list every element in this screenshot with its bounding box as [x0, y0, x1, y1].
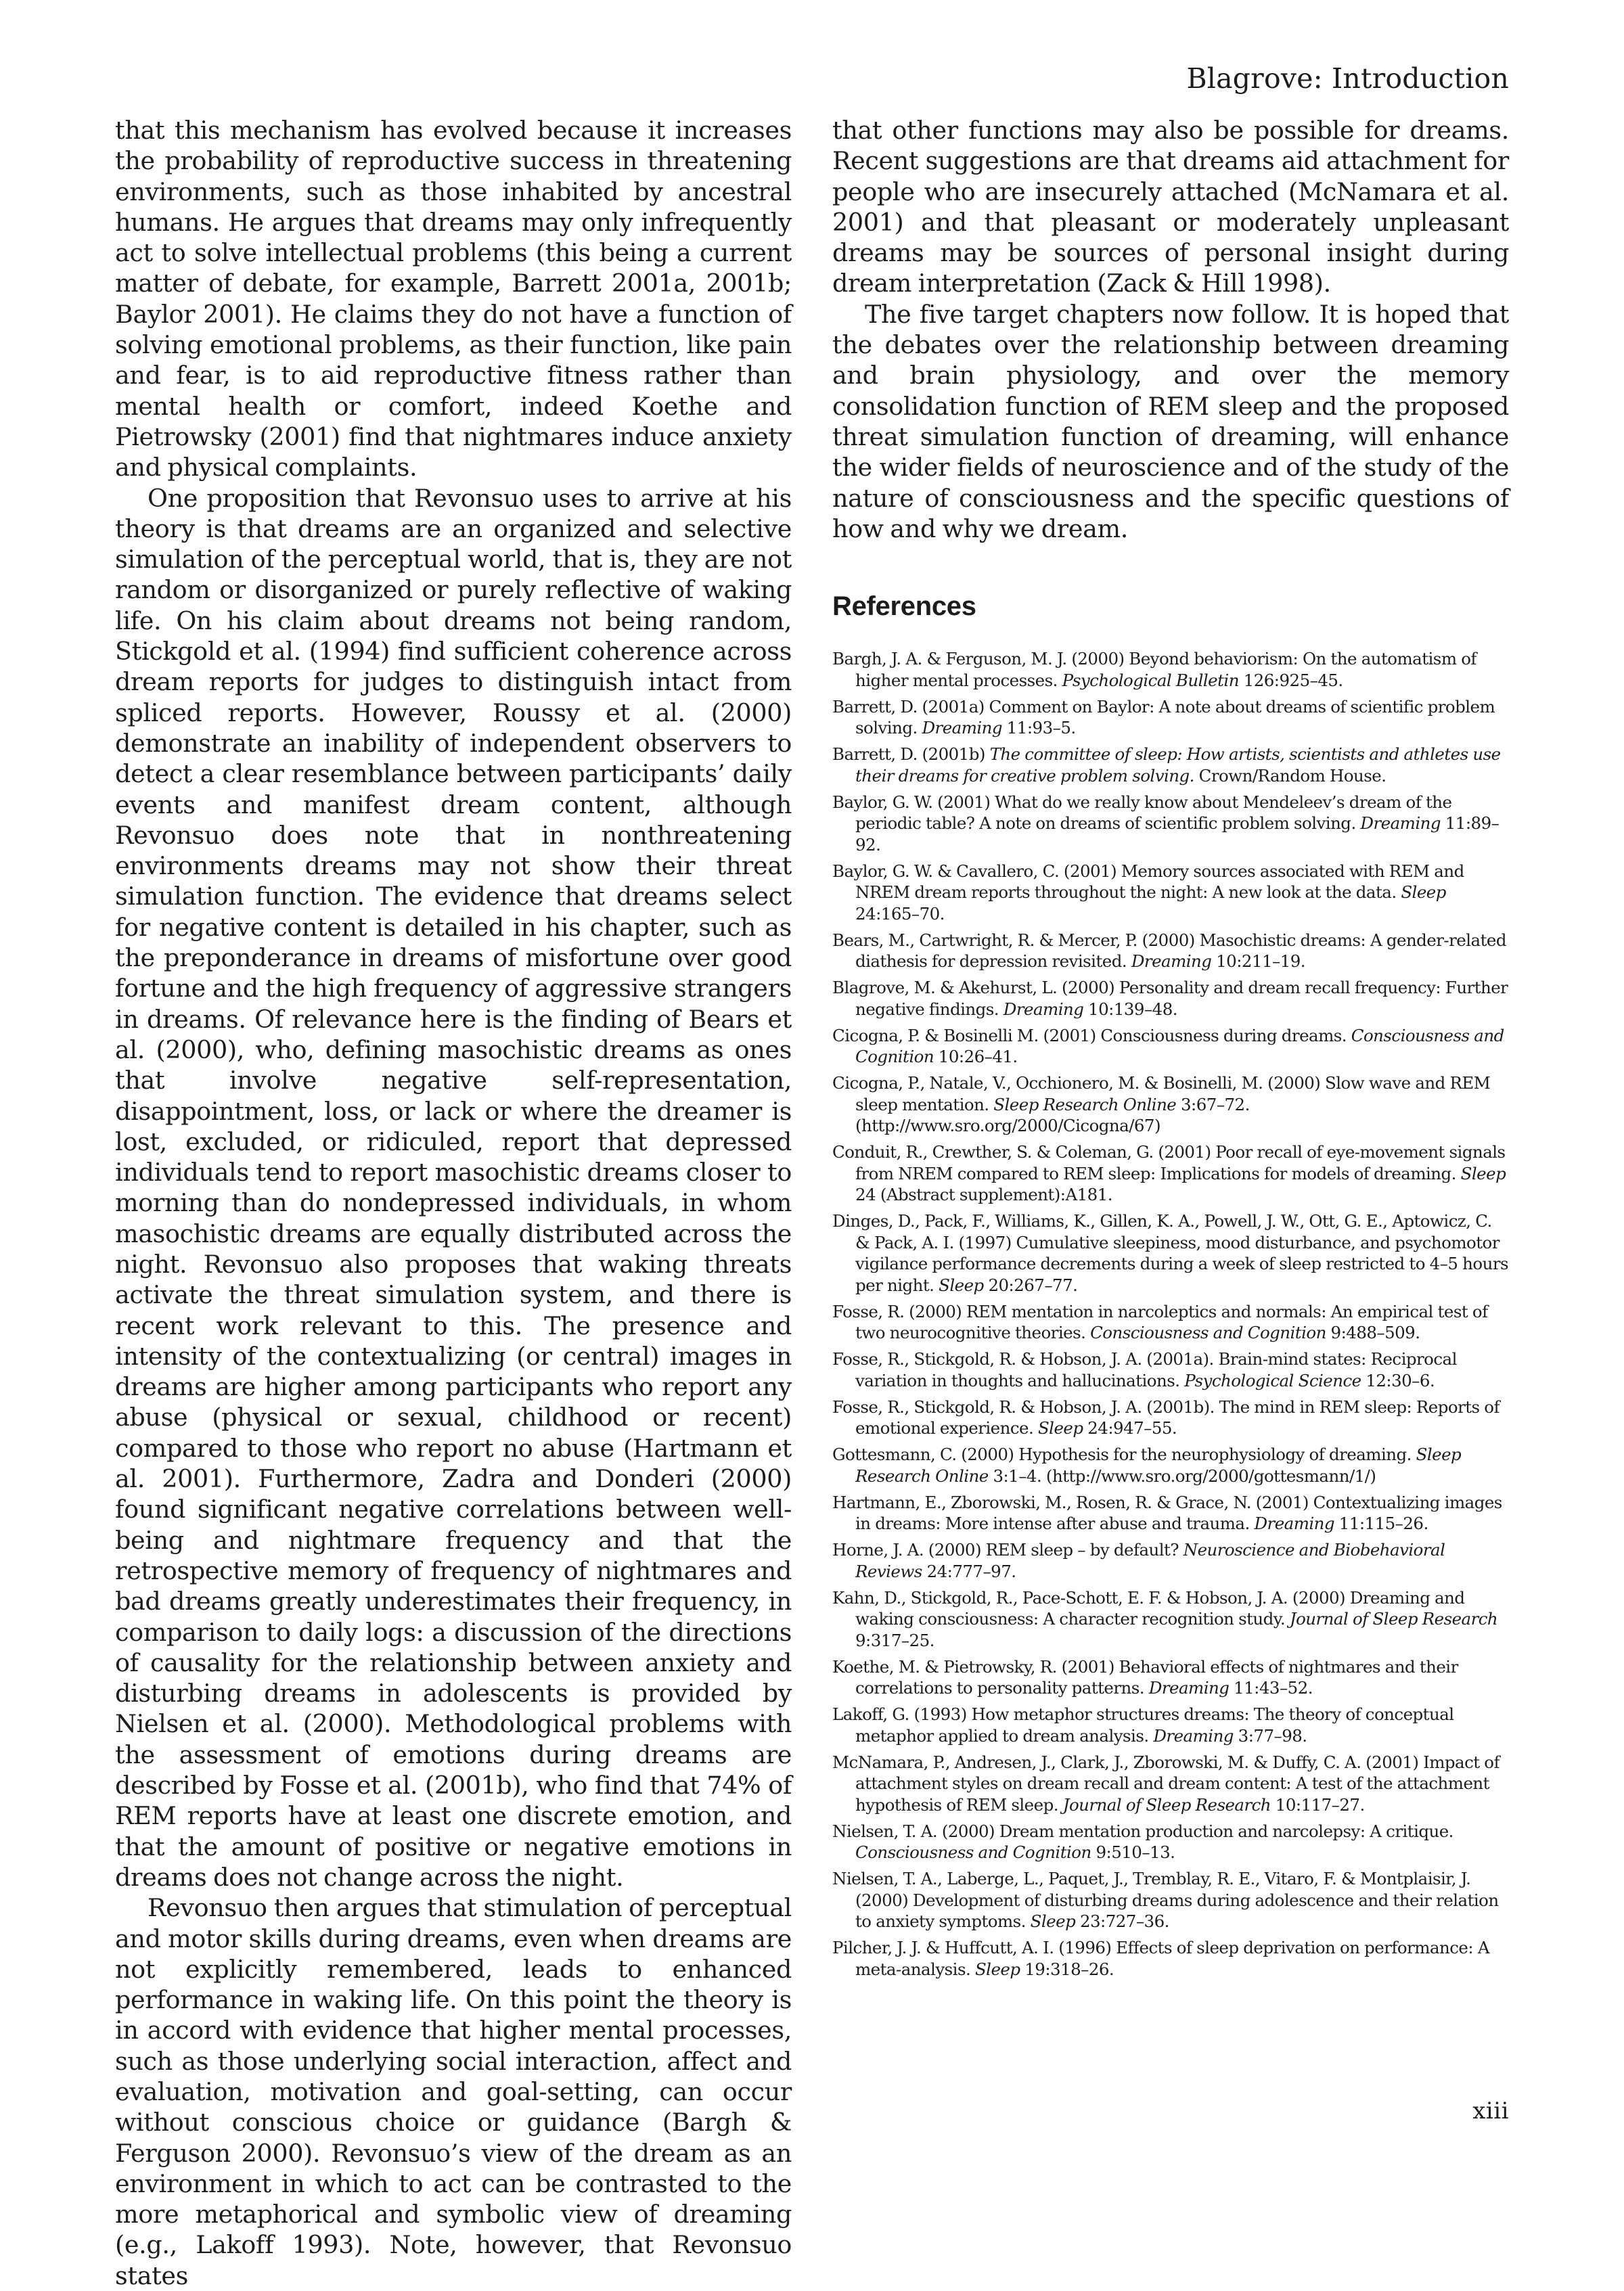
reference-text: Pilcher, J. J. & Huffcutt, A. I. (1996) Effects of sleep deprivation on performance: A meta-analysis.	[832, 1938, 1489, 1979]
reference-entry	[832, 1587, 1509, 1652]
reference-entry	[832, 861, 1509, 925]
reference-entry	[832, 1937, 1509, 1980]
reference-entry	[832, 1025, 1509, 1068]
reference-citation: 3:1–4. (http://www.sro.org/2000/gottesmann/1/)	[988, 1466, 1376, 1486]
reference-text: Nielsen, T. A. (2000) Dream mentation production and narcolepsy: A critique.	[832, 1821, 1453, 1841]
reference-text: Baylor, G. W. & Cavallero, C. (2001) Memory sources associated with REM and NREM dream reports throughout the night: A new look at the data.	[832, 861, 1464, 903]
reference-source: Dreaming	[1131, 951, 1212, 972]
reference-source: Dreaming	[1148, 1678, 1230, 1698]
reference-source: Dreaming	[1003, 999, 1084, 1019]
reference-citation: Crown/Random House.	[1194, 765, 1386, 786]
reference-source: Journal of Sleep Research	[1062, 1794, 1271, 1815]
reference-citation: 23:727–36.	[1075, 1911, 1169, 1932]
reference-entry	[832, 1210, 1509, 1296]
reference-text: Kahn, D., Stickgold, R., Pace-Schott, E. F. & Hobson, J. A. (2000) Dreaming and waking consciousness: A character recognition study.	[832, 1587, 1465, 1629]
reference-citation: 24:947–55.	[1083, 1418, 1177, 1438]
reference-citation: 10:26–41.	[934, 1047, 1018, 1067]
reference-source: Journal of Sleep Research	[1289, 1609, 1498, 1629]
reference-source: Sleep	[1037, 1418, 1083, 1438]
reference-citation: 11:43–52.	[1229, 1678, 1313, 1698]
reference-text: Fosse, R., Stickgold, R. & Hobson, J. A. (2001a). Brain-mind states: Reciprocal variation in thoughts and hallucinations.	[832, 1349, 1457, 1390]
body-paragraph: One proposition that Revonsuo uses to arrive at his theory is that dreams are an organized and selective simulation of the perceptual world, that is, they are not random or disorganized or purely reflective of waking life. On his claim about dreams not being random, Stickgold et al. (1994) find sufficient coherence across dream reports for judges to distinguish intact from spliced reports. However, Roussy et al. (2000) demonstrate an inability of independent observers to detect a clear resemblance between participants’ daily events and manifest dream content, although Revonsuo does note that in nonthreatening environments dreams may not show their threat simulation function. The evidence that dreams select for negative content is detailed in his chapter, such as the preponderance in dreams of misfortune over good fortune and the high frequency of aggressive strangers in dreams. Of relevance here is the finding of Bears et al. (2000), who, defining masochistic dreams as ones that involve negative self-representation, disappointment, loss, or lack or where the dreamer is lost, excluded, or ridiculed, report that depressed individuals tend to report masochistic dreams closer to morning than do nondepressed individuals, in whom masochistic dreams are equally distributed across the night. Revonsuo also proposes that waking threats activate the threat simulation system, and there is recent work relevant to this. The presence and intensity of the contextualizing (or central) images in dreams are higher among participants who report any abuse (physical or sexual, childhood or recent) compared to those who report no abuse (Hartmann et al. 2001). Furthermore, Zadra and Donderi (2000) found significant negative correlations between well-being and nightmare frequency and that the retrospective memory of frequency of nightmares and bad dreams greatly underestimates their frequency, in comparison to daily logs: a discussion of the directions of causality for the relationship between anxiety and disturbing dreams in adolescents is provided by Nielsen et al. (2000). Methodological problems with the assessment of emotions during dreams are described by Fosse et al. (2001b), who find that 74% of REM reports have at least one discrete emotion, and that the amount of positive or negative emotions in dreams does not change across the night.	[115, 483, 792, 1892]
reference-entry	[832, 1492, 1509, 1535]
reference-source: Sleep	[939, 1275, 984, 1295]
body-paragraph: The five target chapters now follow. It is hoped that the debates over the relationship between dreaming and brain physiology, and over the memory consolidation function of REM sleep and the proposed threat simulation function of dreaming, will enhance the wider fields of neuroscience and of the study of the nature of consciousness and the specific questions of how and why we dream.	[832, 299, 1509, 543]
reference-entry	[832, 1539, 1509, 1582]
reference-text: Baylor, G. W. (2001) What do we really know about Mendeleev’s dream of the periodic table? A note on dreams of scientific problem solving.	[832, 792, 1452, 834]
reference-text: Koethe, M. & Pietrowsky, R. (2001) Behavioral effects of nightmares and their correlations to personality patterns.	[832, 1656, 1458, 1698]
reference-citation: 24:165–70.	[855, 903, 945, 924]
body-paragraph: that this mechanism has evolved because it increases the probability of reproductive success in threatening environments, such as those inhabited by ancestral humans. He argues that dreams may only infrequently act to solve intellectual problems (this being a current matter of debate, for example, Barrett 2001a, 2001b; Baylor 2001). He claims they do not have a function of solving emotional problems, as their function, like pain and fear, is to aid reproductive fitness rather than mental health or comfort, indeed Koethe and Pietrowsky (2001) find that nightmares induce anxiety and physical complaints.	[115, 116, 792, 482]
reference-entry	[832, 744, 1509, 786]
reference-text: Fosse, R., Stickgold, R. & Hobson, J. A. (2001b). The mind in REM sleep: Reports of emotional experience.	[832, 1397, 1500, 1438]
reference-source: Consciousness and Cognition	[855, 1025, 1504, 1067]
body-paragraph: that other functions may also be possible for dreams. Recent suggestions are that dreams aid attachment for people who are insecurely attached (McNamara et al. 2001) and that pleasant or moderately unpleasant dreams may be sources of personal insight during dream interpretation (Zack & Hill 1998).	[832, 116, 1509, 298]
reference-entry	[832, 1704, 1509, 1746]
reference-text: Barrett, D. (2001b)	[832, 744, 990, 765]
reference-text: Dinges, D., Pack, F., Williams, K., Gillen, K. A., Powell, J. W., Ott, G. E., Aptowicz, C. & Pack, A. I. (1997) Cumulative sleepiness, mood disturbance, and psychomotor vigilance performance decrements during a week of sleep restricted to 4–5 hours per night.	[832, 1211, 1509, 1295]
reference-citation: 126:925–45.	[1238, 670, 1343, 690]
reference-entry	[832, 792, 1509, 856]
reference-entry	[832, 930, 1509, 972]
reference-source: Sleep	[1401, 882, 1446, 903]
reference-source: Sleep	[1030, 1911, 1076, 1932]
reference-entry	[832, 696, 1509, 739]
reference-source: The committee of sleep: How artists, scientists and athletes use their dreams for creative problem solving.	[855, 744, 1501, 786]
reference-source: Neuroscience and Biobehavioral Reviews	[855, 1540, 1445, 1581]
reference-citation: 3:67–72. (http://www.sro.org/2000/Cicogna/67)	[855, 1094, 1250, 1136]
reference-citation: 24:777–97.	[922, 1561, 1016, 1581]
reference-text: Hartmann, E., Zborowski, M., Rosen, R. & Grace, N. (2001) Contextualizing images in dreams: More intense after abuse and trauma.	[832, 1492, 1502, 1534]
reference-text: McNamara, P., Andresen, J., Clark, J., Zborowski, M. & Duffy, C. A. (2001) Impact of attachment styles on dream recall and dream content: A test of the attachment hypothesis of REM sleep.	[832, 1752, 1499, 1815]
reference-text: Conduit, R., Crewther, S. & Coleman, G. (2001) Poor recall of eye-movement signals from NREM compared to REM sleep: Implications for models of dreaming.	[832, 1142, 1506, 1183]
reference-entry	[832, 1752, 1509, 1816]
reference-source: Dreaming	[1254, 1514, 1335, 1534]
page-number: xiii	[1472, 2097, 1509, 2125]
reference-citation: 24 (Abstract supplement):A181.	[855, 1185, 1112, 1205]
right-column	[832, 115, 1509, 1985]
reference-source: Sleep Research Online	[993, 1094, 1177, 1114]
reference-text: Horne, J. A. (2000) REM sleep – by default?	[832, 1540, 1183, 1560]
reference-entry	[832, 1141, 1509, 1206]
reference-source: Dreaming	[1360, 813, 1441, 834]
reference-source: Dreaming	[922, 718, 1003, 738]
body-paragraph: Revonsuo then argues that stimulation of perceptual and motor skills during dreams, even when dreams are not explicitly remembered, leads to enhanced performance in waking life. On this point the theory is in accord with evidence that higher mental processes, such as those underlying social interaction, affect and evaluation, motivation and goal-setting, can occur without conscious choice or guidance (Bargh & Ferguson 2000). Revonsuo’s view of the dream as an environment in which to act can be contrasted to the more metaphorical and symbolic view of dreaming (e.g., Lakoff 1993). Note, however, that Revonsuo states	[115, 1893, 792, 2290]
reference-citation: 10:211–19.	[1211, 951, 1306, 972]
reference-entry	[832, 648, 1509, 691]
reference-source: Dreaming	[1153, 1725, 1234, 1746]
reference-source: Sleep Research Online	[855, 1445, 1462, 1486]
reference-text: Lakoff, G. (1993) How metaphor structures dreams: The theory of conceptual metaphor applied to dream analysis.	[832, 1704, 1454, 1746]
running-head: Blagrove: Introduction	[1186, 62, 1509, 95]
reference-entry	[832, 1868, 1509, 1932]
reference-entry	[832, 1444, 1509, 1487]
reference-citation: 19:318–26.	[1020, 1959, 1114, 1979]
reference-source: Sleep	[974, 1959, 1020, 1979]
reference-text: Barrett, D. (2001a) Comment on Baylor: A note about dreams of scientific problem solving.	[832, 696, 1495, 738]
reference-source: Sleep	[1460, 1163, 1506, 1183]
reference-text: Bargh, J. A. & Ferguson, M. J. (2000) Beyond behaviorism: On the automatism of higher mental processes.	[832, 649, 1476, 690]
reference-entry	[832, 1656, 1509, 1699]
reference-citation: 9:510–13.	[1091, 1842, 1175, 1863]
reference-citation: 10:117–27.	[1271, 1794, 1365, 1815]
reference-entry	[832, 977, 1509, 1020]
reference-citation: 20:267–77.	[983, 1275, 1078, 1295]
reference-citation: 11:93–5.	[1002, 718, 1076, 738]
reference-source: Psychological Science	[1184, 1370, 1361, 1390]
reference-citation: 11:115–26.	[1334, 1514, 1428, 1534]
reference-entry	[832, 1821, 1509, 1863]
reference-citation: 3:77–98.	[1233, 1725, 1307, 1746]
reference-entry	[832, 1348, 1509, 1391]
reference-citation: 9:488–509.	[1326, 1323, 1420, 1343]
reference-entry	[832, 1397, 1509, 1439]
reference-source: Consciousness and Cognition	[1090, 1323, 1326, 1343]
reference-citation: 9:317–25.	[855, 1630, 934, 1650]
reference-text: Cicogna, P., Natale, V., Occhionero, M. & Bosinelli, M. (2000) Slow wave and REM sleep mentation.	[832, 1073, 1491, 1114]
reference-text: Fosse, R. (2000) REM mentation in narcoleptics and normals: An empirical test of two neurocognitive theories.	[832, 1301, 1488, 1343]
reference-source: Psychological Bulletin	[1062, 670, 1239, 690]
reference-entry	[832, 1301, 1509, 1344]
left-column	[115, 115, 792, 2291]
reference-entry	[832, 1072, 1509, 1137]
reference-text: Cicogna, P. & Bosinelli M. (2001) Consciousness during dreams.	[832, 1025, 1351, 1045]
reference-text: Gottesmann, C. (2000) Hypothesis for the neurophysiology of dreaming.	[832, 1445, 1416, 1465]
reference-text: Blagrove, M. & Akehurst, L. (2000) Personality and dream recall frequency: Further negative findings.	[832, 978, 1508, 1019]
reference-citation: 12:30–6.	[1361, 1370, 1435, 1390]
reference-text: Nielsen, T. A., Laberge, L., Paquet, J., Tremblay, R. E., Vitaro, F. & Montplaisir, J. (2000) Development of disturbing dreams during adolescence and their relation to anxiety symptoms.	[832, 1869, 1499, 1932]
reference-source: Consciousness and Cognition	[855, 1842, 1091, 1863]
reference-list	[832, 648, 1509, 1980]
right-body-text	[832, 115, 1509, 544]
references-heading: References	[832, 591, 976, 622]
reference-text: Bears, M., Cartwright, R. & Mercer, P. (2000) Masochistic dreams: A gender-related diathesis for depression revisited.	[832, 930, 1506, 972]
reference-citation: 10:139–48.	[1083, 999, 1177, 1019]
reference-citation: 11:89–92.	[855, 813, 1499, 855]
